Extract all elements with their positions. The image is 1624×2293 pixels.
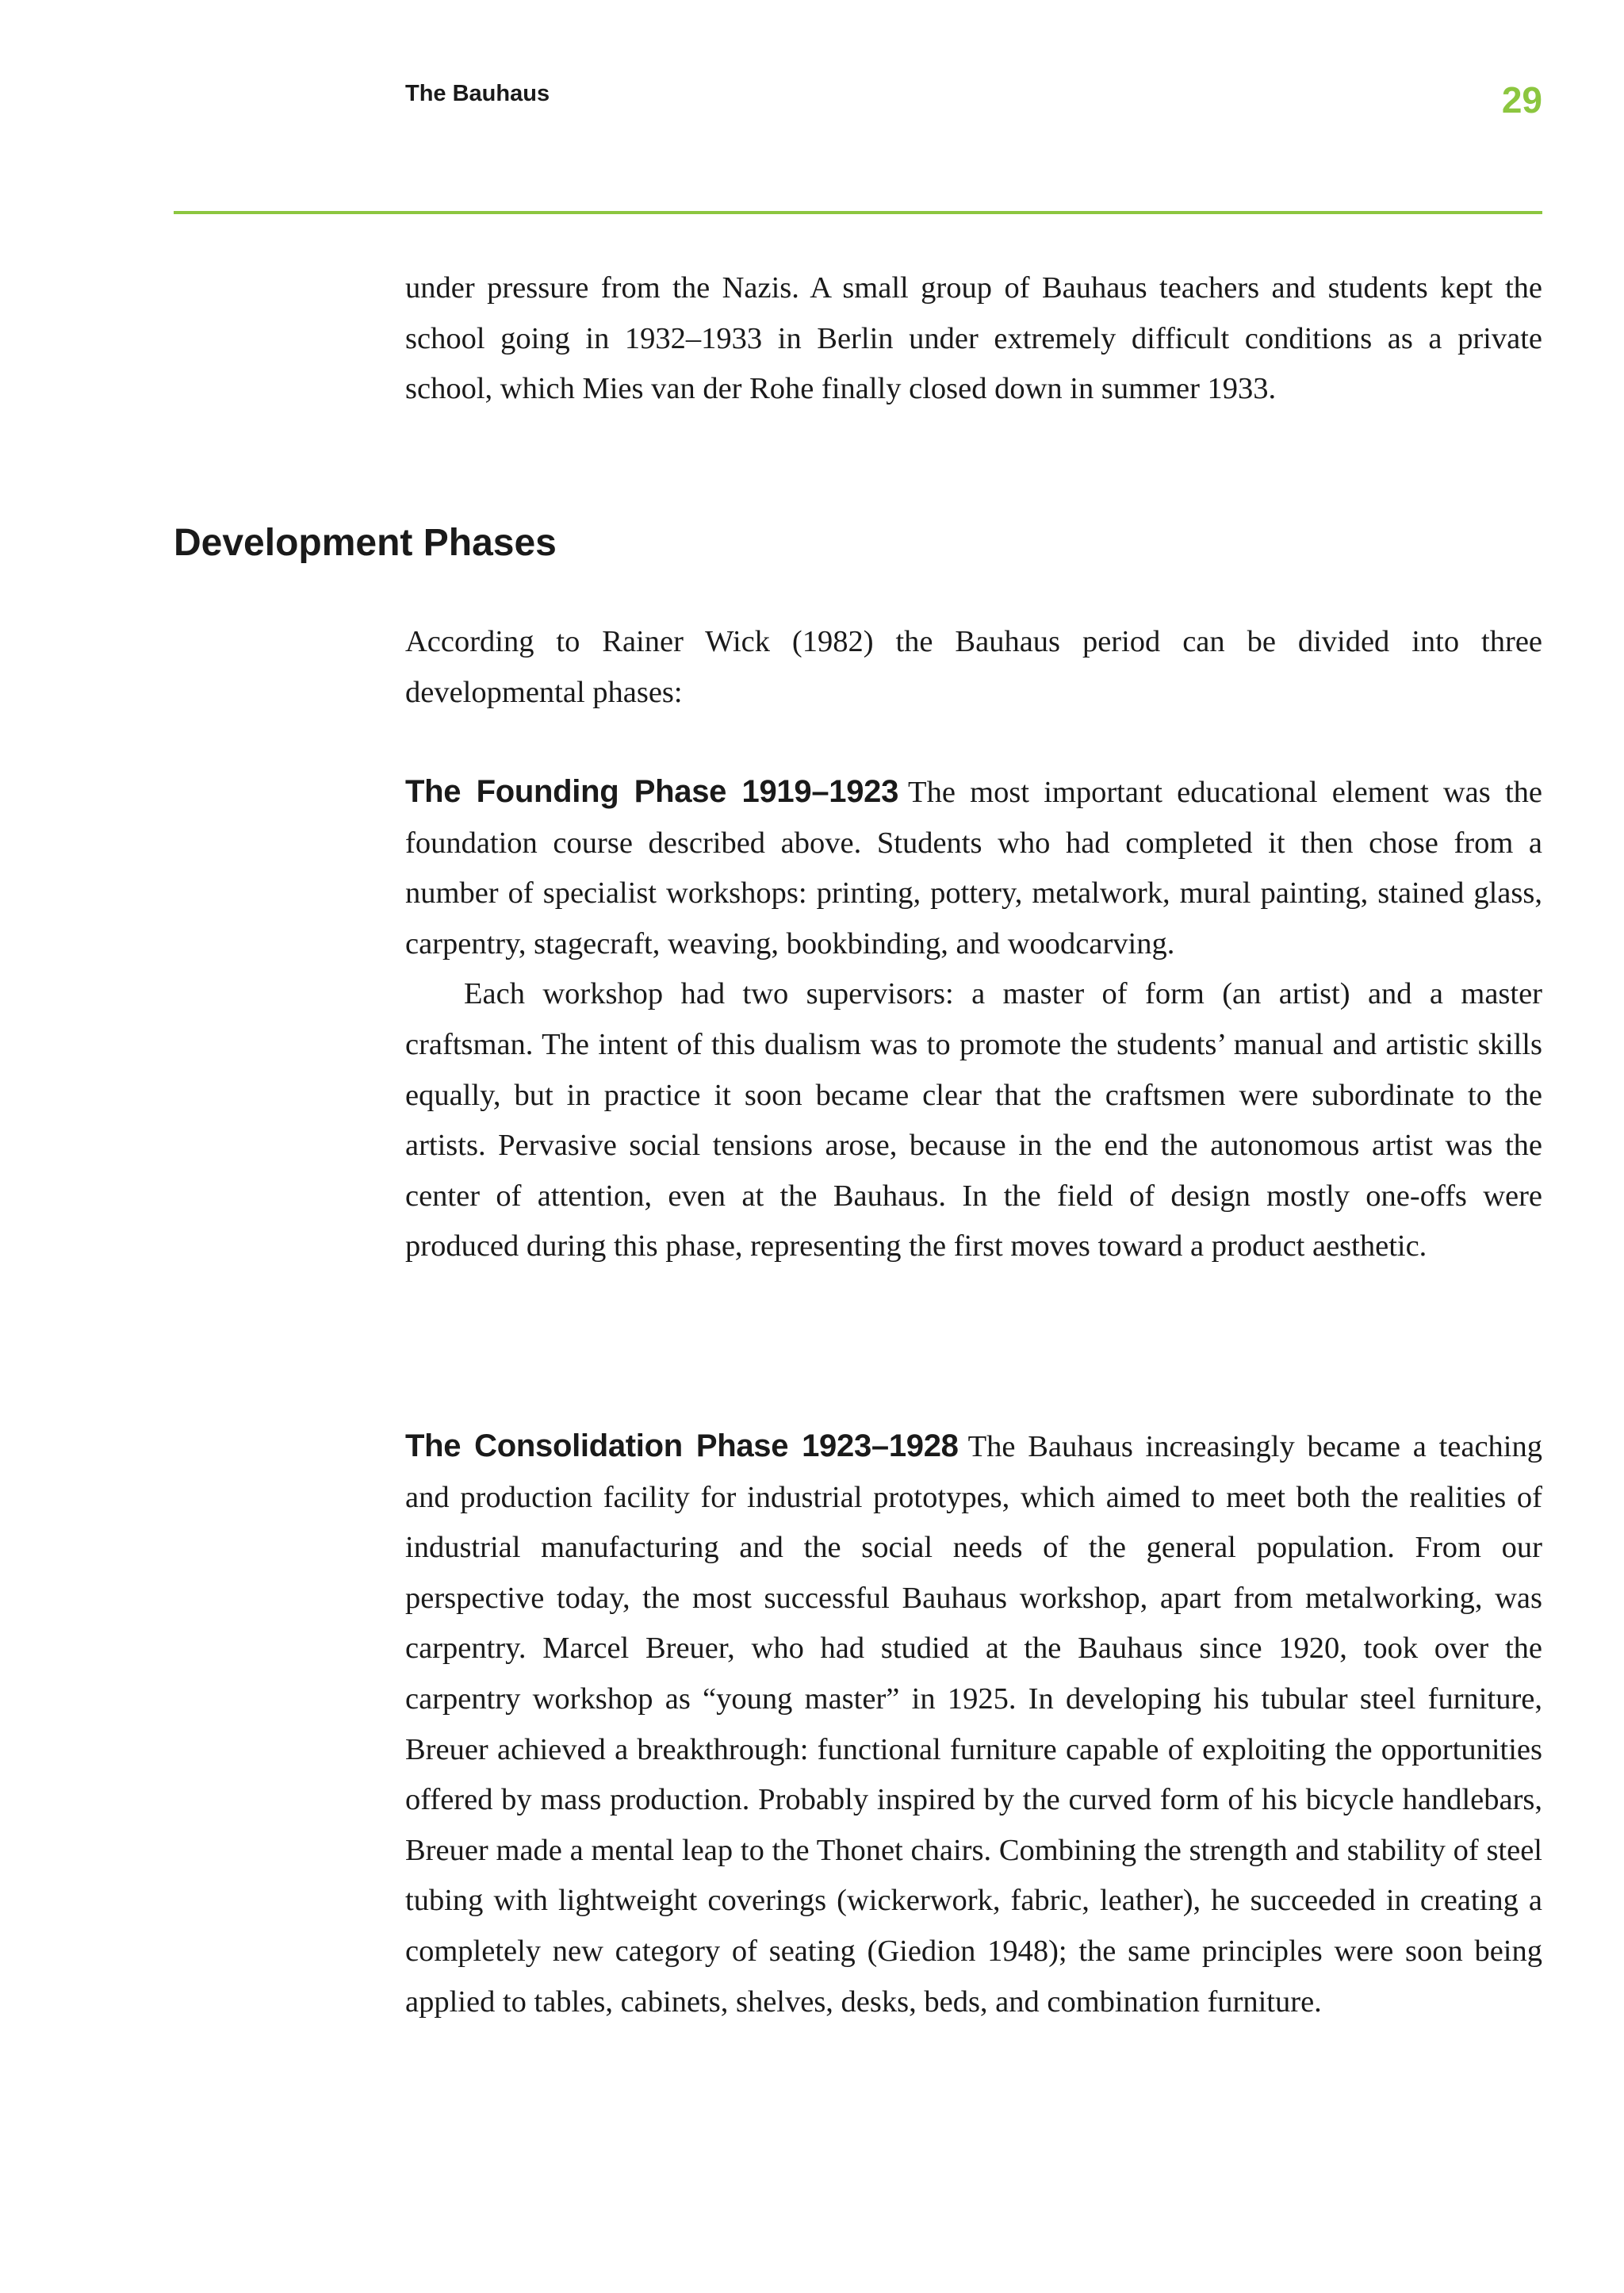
consolidation-phase-block (405, 1421, 1542, 2027)
founding-phase-block (405, 767, 1542, 1272)
founding-phase-paragraph-2 (405, 969, 1542, 1272)
founding-phase-text-2: Each workshop had two supervisors: a master of form (an artist) and a master craftsman. The intent of this dualism was to promote the students’ manual and artistic skills equally, but in practice it soon became clear that the craftsmen were subordinate to the artists. Pervasive social tensions arose, because in the end the autonomous artist was the center of attention, even at the Bauhaus. In the field of design mostly one-offs were produced during this phase, representing the first moves toward a product aesthetic. (405, 977, 1542, 1263)
consolidation-phase-text-1: The Bauhaus increasingly became a teaching and production facility for industrial prototypes, which aimed to meet both the realities of industrial manufacturing and the social needs of the general population. From our perspective today, the most successful Bauhaus workshop, apart from metalworking, was carpentry. Marcel Breuer, who had studied at the Bauhaus since 1920, took over the carpentry workshop as “young master” in 1925. In developing his tubular steel furniture, Breuer achieved a breakthrough: functional furniture capable of exploiting the opportunities offered by mass production. Probably inspired by the curved form of his bicycle handlebars, Breuer made a mental leap to the Thonet chairs. Combining the strength and stability of steel tubing with lightweight coverings (wickerwork, fabric, leather), he succeeded in creating a completely new category of seating (Giedion 1948); the same principles were soon being applied to tables, cabinets, shelves, desks, beds, and combination furniture. (405, 1430, 1542, 2019)
founding-phase-text-1: The most important educational element was the foundation course described above. Students who had completed it then chose from a number of specialist workshops: printing, pottery, metalwork, mural painting, stained glass, carpentry, stagecraft, weaving, bookbinding, and woodcarving. (405, 776, 1542, 961)
running-title: The Bauhaus (405, 81, 550, 106)
consolidation-phase-paragraph-1 (405, 1421, 1542, 2027)
header-rule (174, 211, 1542, 214)
founding-phase-title: The Founding Phase 1919–1923 (405, 774, 899, 809)
founding-phase-paragraph-1 (405, 767, 1542, 969)
page-number: 29 (1501, 79, 1542, 121)
intro-paragraph: under pressure from the Nazis. A small group of Bauhaus teachers and students kept the school going in 1932–1933 in Berlin under extremely difficult conditions as a private school, which Mies van der Rohe finally closed down in summer 1933. (405, 271, 1542, 406)
lead-paragraph: According to Rainer Wick (1982) the Bauhaus period can be divided into three developmental phases: (405, 625, 1542, 709)
section-heading: Development Phases (174, 522, 557, 564)
consolidation-phase-title: The Consolidation Phase 1923–1928 (405, 1428, 959, 1463)
